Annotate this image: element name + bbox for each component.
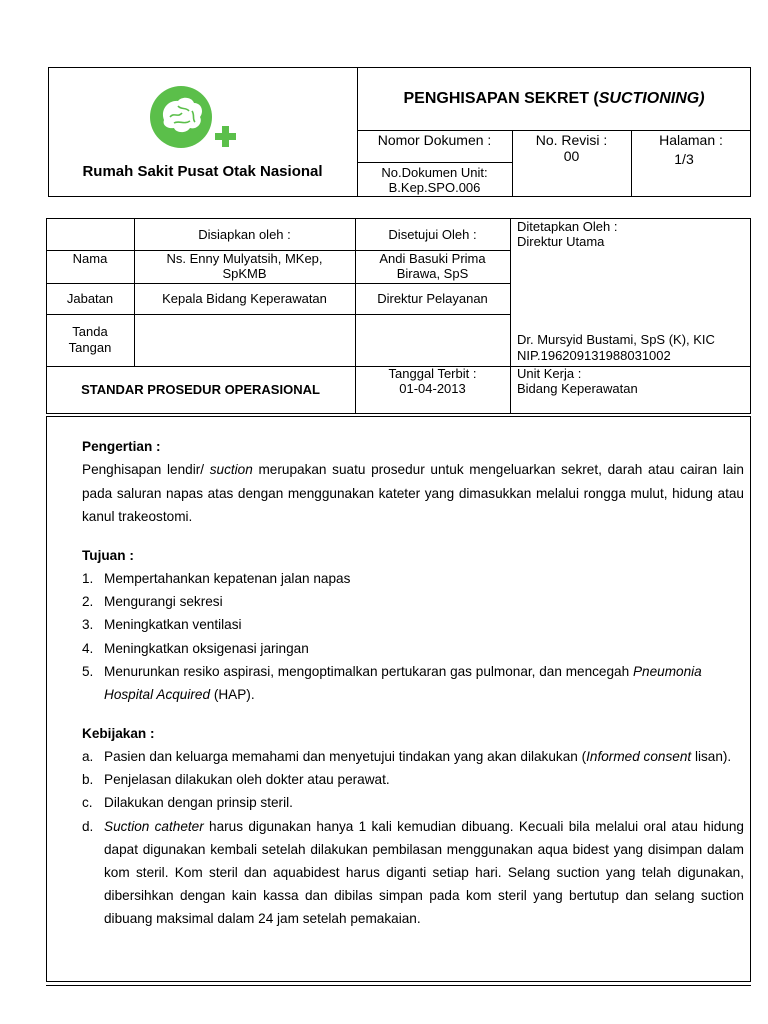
list-item: [82, 660, 744, 706]
list-text: Menurunkan resiko aspirasi, mengoptimalkan pertukaran gas pulmonar, dan mencegah: [104, 663, 633, 679]
list-item: [82, 590, 744, 613]
pengertian-italic: suction: [209, 462, 253, 477]
nama-disetujui: Andi Basuki Prima: [379, 251, 486, 266]
nama-label: Nama: [72, 251, 108, 266]
list-italic: Informed consent: [586, 749, 692, 764]
pengertian-heading: Pengertian :: [82, 439, 161, 454]
list-number: 2.: [82, 594, 94, 610]
header-divider: [357, 162, 512, 163]
list-number: 5.: [82, 663, 94, 679]
tanda-label: Tangan: [68, 340, 112, 355]
hospital-logo-icon: [148, 84, 240, 150]
unit-value: Bidang Keperawatan: [517, 381, 638, 396]
header-divider: [357, 130, 751, 131]
direktur-nip: NIP.196209131988031002: [517, 348, 671, 363]
list-text: Mempertahankan kepatenan jalan napas: [104, 571, 351, 586]
list-text: (HAP).: [210, 687, 255, 703]
halaman-value: 1/3: [674, 151, 694, 167]
list-item: [82, 791, 744, 814]
list-text: Dilakukan dengan prinsip steril.: [104, 795, 293, 811]
title-main: PENGHISAPAN SEKRET (: [403, 90, 599, 107]
list-item: [82, 745, 744, 768]
jabatan-disiapkan: Kepala Bidang Keperawatan: [162, 291, 327, 306]
list-text: Pasien dan keluarga memahami dan menyetujui tindakan yang akan dilakukan (: [104, 749, 587, 764]
list-letter: a.: [82, 749, 94, 764]
list-item: [82, 815, 744, 931]
pengertian-pre: Penghisapan lendir/: [82, 462, 210, 477]
document-title: [357, 89, 751, 109]
revisi-value: 00: [563, 148, 580, 164]
list-letter: b.: [82, 772, 94, 788]
ditetapkan-label: Ditetapkan Oleh :: [517, 219, 618, 234]
list-number: 3.: [82, 617, 94, 633]
list-text: Mengurangi sekresi: [104, 594, 223, 610]
tujuan-heading: Tujuan :: [82, 548, 134, 563]
title-italic: SUCTIONING): [598, 90, 705, 107]
tanggal-value: 01-04-2013: [399, 381, 466, 396]
list-number: 4.: [82, 640, 94, 656]
halaman-label: Halaman :: [659, 132, 723, 148]
approval-divider: [46, 314, 510, 315]
dokumen-unit-label: No.Dokumen Unit:: [381, 165, 488, 180]
jabatan-label: Jabatan: [66, 291, 114, 306]
tanggal-label: Tanggal Terbit :: [388, 366, 477, 381]
list-italic: Pneumonia Hospital Acquired: [104, 663, 702, 703]
list-text: harus digunakan hanya 1 kali kemudian dibuang. Kecuali bila melalui oral atau hidung dapat digunakan kembali setelah dilakukan pembilasan menggunakan aqua bidest yang disimpan dalam kom steril. Kom steril dan aquabidest harus diganti setiap hari. Selang suction yang telah digunakan, dibersihkan dengan kain kassa dan dibilas simpan pada kom steril yang bertutup dan selang suction dibuang maksimal dalam 24 jam setelah pemakaian.: [104, 818, 744, 927]
disiapkan-label: Disiapkan oleh :: [198, 227, 291, 242]
list-item: [82, 637, 744, 660]
list-letter: d.: [82, 818, 94, 834]
list-italic: Suction catheter: [104, 818, 204, 834]
list-item: [82, 567, 744, 590]
ditetapkan-value: Direktur Utama: [517, 234, 605, 249]
unit-label: Unit Kerja :: [517, 366, 582, 381]
list-text: Penjelasan dilakukan oleh dokter atau perawat.: [104, 772, 390, 788]
kebijakan-section: [82, 722, 744, 931]
approval-divider: [46, 283, 510, 284]
list-text: Meningkatkan ventilasi: [104, 617, 242, 633]
sop-label: STANDAR PROSEDUR OPERASIONAL: [81, 382, 320, 397]
nama-disiapkan: Ns. Enny Mulyatsih, MKep,: [166, 251, 323, 266]
kebijakan-heading: Kebijakan :: [82, 726, 155, 741]
nama-disetujui: Birawa, SpS: [396, 266, 469, 281]
list-letter: c.: [82, 795, 93, 811]
dokumen-unit-value: B.Kep.SPO.006: [388, 180, 481, 195]
tujuan-section: [82, 544, 744, 706]
list-text: lisan).: [691, 749, 732, 764]
list-text: Meningkatkan oksigenasi jaringan: [104, 640, 309, 656]
pengertian-rest: merupakan suatu prosedur untuk mengeluarkan sekret, darah atau cairan lain pada saluran napas atas dengan menggunakan kateter yang dimasukkan melalui rongga mulut, hidung atau kanul trakeostomi.: [82, 462, 744, 524]
list-number: 1.: [82, 571, 94, 586]
jabatan-disetujui: Direktur Pelayanan: [377, 291, 488, 306]
tanda-label: Tanda: [72, 324, 108, 339]
nomor-dokumen-label: Nomor Dokumen :: [377, 132, 492, 148]
list-item: [82, 613, 744, 636]
pengertian-text: [82, 458, 744, 529]
pengertian-section: [82, 435, 744, 529]
nama-disiapkan: SpKMB: [222, 266, 267, 281]
approval-divider: [510, 218, 511, 414]
list-item: [82, 768, 744, 791]
direktur-name: Dr. Mursyid Bustami, SpS (K), KIC: [517, 332, 715, 347]
revisi-label: No. Revisi :: [535, 132, 608, 148]
hospital-name: Rumah Sakit Pusat Otak Nasional: [82, 163, 323, 180]
content-bottom-line: [46, 985, 751, 986]
disetujui-label: Disetujui Oleh :: [388, 227, 477, 242]
